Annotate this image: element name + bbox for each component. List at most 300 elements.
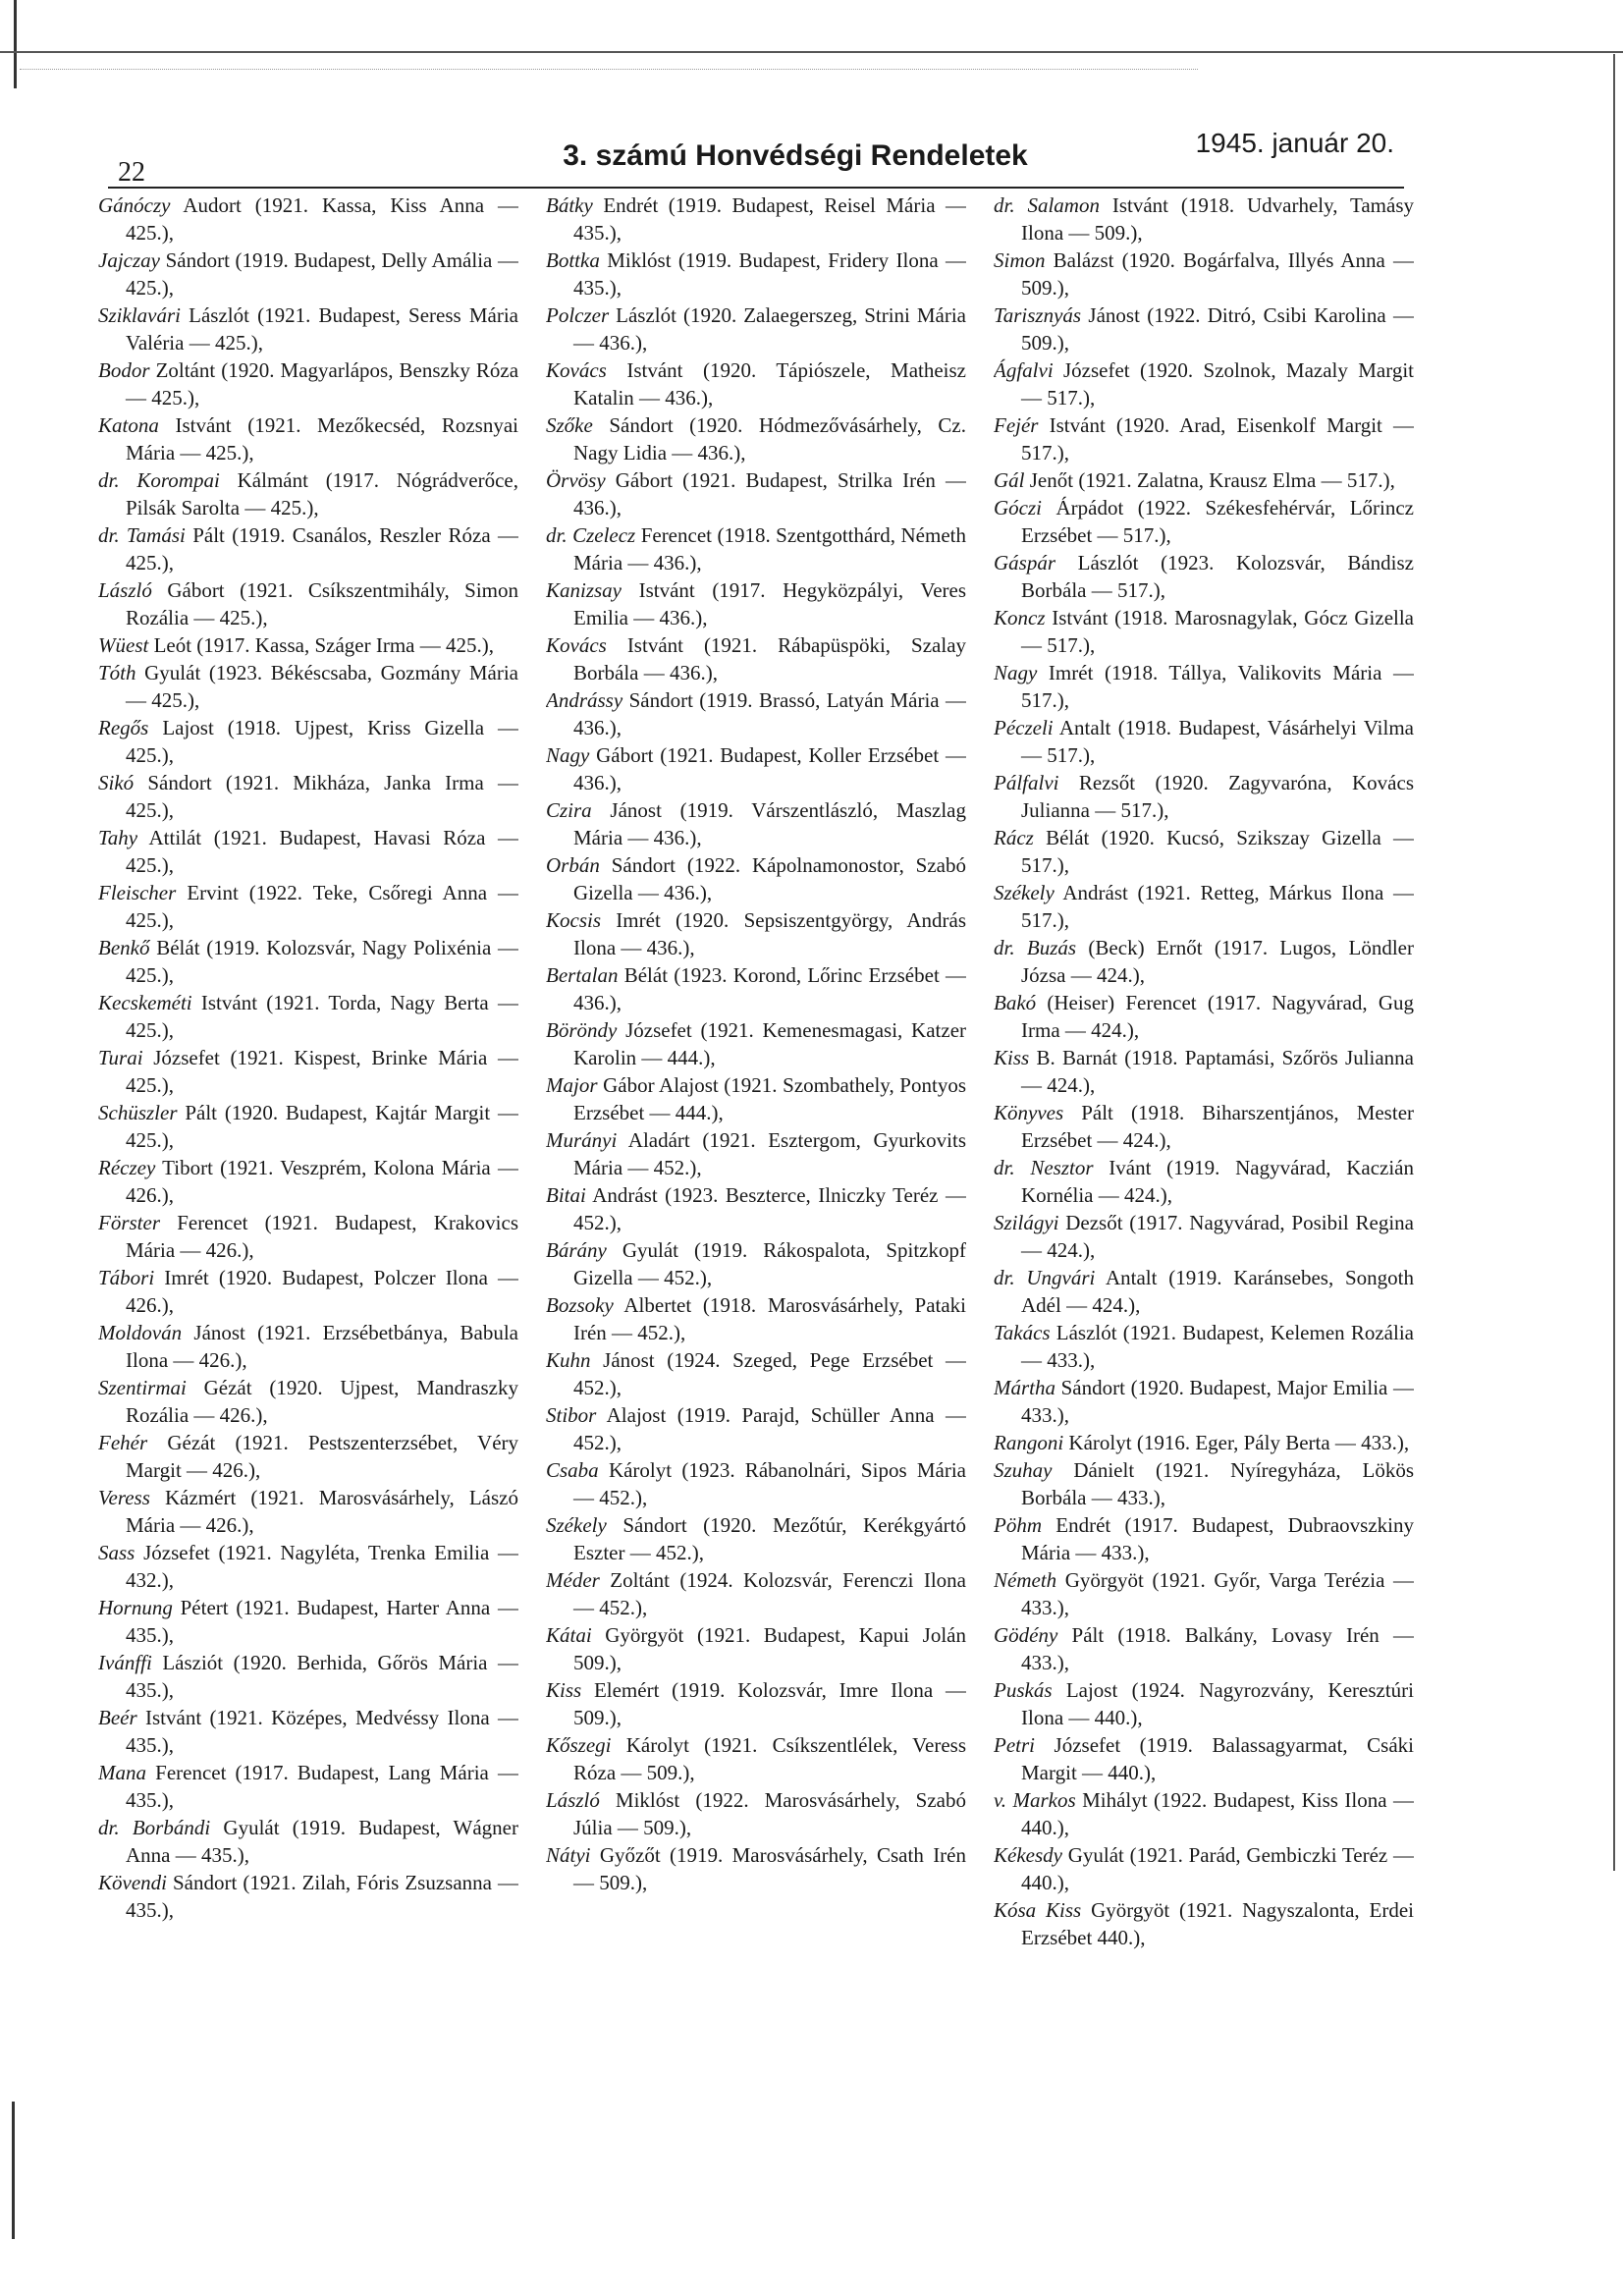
list-entry [546,301,966,356]
list-entry [994,1896,1414,1951]
entry-details: Pált (1918. Balkány, Lovasy Irén — 433.), [1021,1623,1414,1674]
entry-details: Sándort (1921. Zilah, Fóris Zsuzsanna — 435.), [126,1871,518,1922]
entry-details: Sándort (1920. Mezőtúr, Kerékgyártó Eszter — 452.), [573,1513,966,1564]
entry-details: Ivánt (1919. Nagyvárad, Kaczián Kornélia — 424.), [1021,1156,1414,1207]
entry-details: Istvánt (1920. Tápiószele, Matheisz Katalin — 436.), [573,358,966,410]
entry-details: Dánielt (1921. Nyíregyháza, Lökös Borbála — 433.), [1021,1458,1414,1509]
entry-details: Sándort (1922. Kápolnamonostor, Szabó Gizella — 436.), [573,853,966,904]
list-entry [546,191,966,246]
entry-details: Jánost (1922. Ditró, Csibi Karolina — 509.), [1021,303,1414,355]
entry-details: Lászlót (1921. Budapest, Kelemen Rozália — 433.), [1021,1321,1414,1372]
list-entry [994,1319,1414,1374]
entry-details: Károlyt (1916. Eger, Pály Berta — 433.), [1068,1431,1410,1454]
entry-details: Gábort (1921. Budapest, Strilka Irén — 436.), [573,468,966,519]
entry-surname: Kocsis [546,908,602,932]
entry-details: Istvánt (1918. Marosnagylak, Gócz Gizella — 517.), [1021,606,1414,657]
list-entry [994,1731,1414,1786]
entry-surname: dr. Ungvári [994,1266,1096,1289]
entry-details: Audort (1921. Kassa, Kiss Anna — 425.), [126,193,518,245]
issue-date: 1945. január 20. [1195,128,1394,158]
entry-details: Antalt (1919. Karánsebes, Songoth Adél — 424.), [1021,1266,1414,1317]
text-columns [98,191,1414,2018]
entry-details: Alajost (1919. Parajd, Schüller Anna — 452.), [573,1403,966,1454]
entry-surname: Böröndy [546,1018,618,1042]
entry-surname: Hornung [98,1596,173,1619]
list-entry [994,1786,1414,1841]
list-entry [98,246,518,301]
entry-surname: Fejér [994,413,1039,437]
entry-surname: Kanizsay [546,578,622,602]
entry-details: Andrást (1921. Retteg, Márkus Ilona — 517.), [1021,881,1414,932]
entry-details: Györgyöt (1921. Győr, Varga Terézia — 433.), [1021,1568,1414,1619]
entry-details: Sándort (1919. Brassó, Latyán Mária — 436.), [573,688,966,739]
entry-surname: Kövendi [98,1871,167,1894]
entry-details: Gyulát (1919. Budapest, Wágner Anna — 435.), [126,1816,518,1867]
list-entry [546,1676,966,1731]
entry-details: Ferencet (1918. Szentgotthárd, Németh Mária — 436.), [573,523,966,574]
list-entry [994,604,1414,659]
entry-surname: dr. Tamási [98,523,186,547]
list-entry [546,961,966,1016]
list-entry [98,879,518,934]
list-entry [994,1511,1414,1566]
list-entry [546,1456,966,1511]
list-entry [994,549,1414,604]
column-1 [98,191,518,2018]
entry-surname: Kósa Kiss [994,1898,1082,1922]
list-entry [546,1511,966,1566]
list-entry [994,1621,1414,1676]
list-entry [546,1016,966,1071]
entry-details: Istvánt (1921. Mezőkecséd, Rozsnyai Mária — 425.), [126,413,518,465]
list-entry [994,1456,1414,1511]
entry-details: Jánost (1919. Várszentlászló, Maszlag Mária — 436.), [573,798,966,849]
entry-details: Tibort (1921. Veszprém, Kolona Mária — 426.), [126,1156,518,1207]
list-entry [98,411,518,466]
list-entry [994,1429,1414,1456]
entry-details: (Heiser) Ferencet (1917. Nagyvárad, Gug Irma — 424.), [1021,991,1414,1042]
list-entry [546,521,966,576]
entry-surname: Székely [994,881,1055,904]
entry-surname: Kuhn [546,1348,591,1372]
entry-surname: Kovács [546,358,607,382]
list-entry [98,1374,518,1429]
entry-surname: Fleischer [98,881,177,904]
list-entry [98,1704,518,1759]
entry-details: Albertet (1918. Marosvásárhely, Pataki Irén — 452.), [573,1293,966,1344]
list-entry [98,1319,518,1374]
entry-surname: Bodor [98,358,150,382]
entry-details: Istvánt (1917. Hegyközpályi, Veres Emilia — 436.), [573,578,966,629]
list-entry [994,1841,1414,1896]
entry-details: Györgyöt (1921. Nagyszalonta, Erdei Erzsébet 440.), [1021,1898,1414,1949]
entry-details: Aladárt (1921. Esztergom, Gyurkovits Mária — 452.), [573,1128,966,1179]
entry-surname: Kecskeméti [98,991,192,1014]
list-entry [546,796,966,851]
entry-details: Balázst (1920. Bogárfalva, Illyés Anna — 509.), [1021,248,1414,300]
scan-right-edge [1613,54,1623,1871]
entry-surname: Réczey [98,1156,156,1179]
page-number: 22 [118,157,145,188]
entry-surname: Förster [98,1211,160,1234]
list-entry [98,1484,518,1539]
entry-surname: Tábori [98,1266,155,1289]
entry-surname: Bitai [546,1183,586,1207]
entry-details: Jánost (1921. Erzsébetbánya, Babula Ilona — 426.), [126,1321,518,1372]
entry-surname: Turai [98,1046,143,1069]
entry-surname: Koncz [994,606,1046,629]
list-entry [546,1126,966,1181]
entry-surname: Németh [994,1568,1057,1592]
list-entry [994,1209,1414,1264]
entry-surname: Kovács [546,633,607,657]
list-entry [98,1649,518,1704]
scan-top-rule [0,51,1623,53]
entry-details: Ervint (1922. Teke, Csőregi Anna — 425.), [126,881,518,932]
list-entry [98,1539,518,1594]
entry-details: Sándort (1921. Mikháza, Janka Irma — 425.), [126,771,518,822]
entry-surname: Tóth [98,661,136,684]
entry-details: Jenőt (1921. Zalatna, Krausz Elma — 517.), [1029,468,1395,492]
entry-details: Jánost (1924. Szeged, Pege Erzsébet — 452.), [573,1348,966,1399]
list-entry [98,769,518,824]
entry-surname: Bárány [546,1238,607,1262]
entry-details: Rezsőt (1920. Zagyvaróna, Kovács Julianna — 517.), [1021,771,1414,822]
entry-surname: Petri [994,1733,1035,1757]
list-entry [98,1099,518,1154]
list-entry [994,191,1414,246]
entry-surname: Szőke [546,413,593,437]
list-entry [98,1154,518,1209]
entry-surname: dr. Salamon [994,193,1100,217]
list-entry [98,1429,518,1484]
entry-details: Gyulát (1919. Rákospalota, Spitzkopf Gizella — 452.), [573,1238,966,1289]
list-entry [994,824,1414,879]
list-entry [98,1759,518,1814]
entry-details: Antalt (1918. Budapest, Vásárhelyi Vilma — 517.), [1021,716,1414,767]
entry-details: Miklóst (1919. Budapest, Fridery Ilona — 435.), [573,248,966,300]
list-entry [98,576,518,631]
entry-surname: Pálfalvi [994,771,1059,794]
entry-details: Lajost (1918. Ujpest, Kriss Gizella — 425.), [126,716,518,767]
entry-surname: Fehér [98,1431,148,1454]
entry-details: Györgyöt (1921. Budapest, Kapui Jolán 509.), [573,1623,966,1674]
entry-details: Sándort (1919. Budapest, Delly Amália — 425.), [126,248,518,300]
entry-details: Józsefet (1921. Kispest, Brinke Mária — 425.), [126,1046,518,1097]
list-entry [98,521,518,576]
entry-surname: Örvösy [546,468,606,492]
entry-surname: Jajczay [98,248,160,272]
entry-surname: Péczeli [994,716,1054,739]
entry-details: Endrét (1919. Budapest, Reisel Mária — 435.), [573,193,966,245]
list-entry [98,934,518,989]
entry-details: Istvánt (1921. Rábapüspöki, Szalay Borbála — 436.), [573,633,966,684]
column-3 [994,191,1414,2018]
entry-details: Endrét (1917. Budapest, Dubraovszkiny Mária — 433.), [1021,1513,1414,1564]
entry-surname: Schüszler [98,1101,178,1124]
list-entry [546,246,966,301]
list-entry [994,246,1414,301]
list-entry [98,1869,518,1924]
entry-surname: Gödény [994,1623,1058,1647]
list-entry [546,1071,966,1126]
list-entry [994,1044,1414,1099]
entry-details: Elemért (1919. Kolozsvár, Imre Ilona — 509.), [573,1678,966,1729]
entry-details: Zoltánt (1924. Kolozsvár, Ferenczi Ilona — 452.), [573,1568,966,1619]
list-entry [994,659,1414,714]
list-entry [546,906,966,961]
entry-surname: Rácz [994,826,1034,849]
entry-details: Gyulát (1923. Békéscsaba, Gozmány Mária — 425.), [126,661,518,712]
list-entry [994,1099,1414,1154]
entry-details: Attilát (1921. Budapest, Havasi Róza — 425.), [126,826,518,877]
entry-details: Pétert (1921. Budapest, Harter Anna — 435.), [126,1596,518,1647]
entry-surname: Nagy [546,743,590,767]
list-entry [994,494,1414,549]
list-entry [98,714,518,769]
entry-surname: Bottka [546,248,600,272]
entry-details: Gábort (1921. Budapest, Koller Erzsébet — 436.), [573,743,966,794]
entry-details: Mihályt (1922. Budapest, Kiss Ilona — 440.), [1021,1788,1414,1839]
entry-surname: Székely [546,1513,607,1537]
entry-surname: Bátky [546,193,593,217]
list-entry [994,301,1414,356]
entry-details: Bélát (1919. Kolozsvár, Nagy Polixénia — 425.), [126,936,518,987]
journal-title: 3. számú Honvédségi Rendeletek [563,139,1028,172]
list-entry [98,1814,518,1869]
list-entry [994,1676,1414,1731]
entry-details: Bélát (1920. Kucsó, Szikszay Gizella — 517.), [1021,826,1414,877]
entry-details: Károlyt (1921. Csíkszentlélek, Veress Róza — 509.), [573,1733,966,1784]
list-entry [546,466,966,521]
entry-surname: Kátai [546,1623,592,1647]
entry-surname: Könyves [994,1101,1064,1124]
entry-surname: Bakó [994,991,1037,1014]
entry-surname: Simon [994,248,1046,272]
entry-details: Lászlót (1923. Kolozsvár, Bándisz Borbála — 517.), [1021,551,1414,602]
list-entry [98,1594,518,1649]
entry-details: Istvánt (1921. Torda, Nagy Berta — 425.), [126,991,518,1042]
entry-details: Gábor Alajost (1921. Szombathely, Pontyos Erzsébet — 444.), [573,1073,966,1124]
entry-surname: Sass [98,1541,135,1564]
list-entry [994,1374,1414,1429]
entry-details: Gyulát (1921. Parád, Gembiczki Teréz — 440.), [1021,1843,1414,1894]
list-entry [98,191,518,246]
list-entry [994,1566,1414,1621]
list-entry [546,1566,966,1621]
entry-surname: Puskás [994,1678,1053,1702]
entry-details: Istvánt (1921. Középes, Medvéssy Ilona — 435.), [126,1706,518,1757]
list-entry [994,1154,1414,1209]
entry-details: Lajost (1924. Nagyrozvány, Keresztúri Ilona — 440.), [1021,1678,1414,1729]
entry-surname: Sikó [98,771,135,794]
list-entry [546,576,966,631]
list-entry [546,1731,966,1786]
list-entry [98,301,518,356]
entry-details: (Beck) Ernőt (1917. Lugos, Löndler Józsa — 424.), [1021,936,1414,987]
entry-surname: Rangoni [994,1431,1064,1454]
entry-surname: dr. Buzás [994,936,1077,959]
entry-surname: Ágfalvi [994,358,1054,382]
entry-details: Árpádot (1922. Székesfehérvár, Lőrincz Erzsébet — 517.), [1021,496,1414,547]
list-entry [546,411,966,466]
entry-surname: Méder [546,1568,600,1592]
entry-details: Imrét (1920. Sepsiszentgyörgy, András Ilona — 436.), [573,908,966,959]
entry-surname: Benkő [98,936,150,959]
entry-details: Ferencet (1917. Budapest, Lang Mária — 435.), [126,1761,518,1812]
entry-details: Istvánt (1920. Arad, Eisenkolf Margit — 517.), [1021,413,1414,465]
scan-bleed-line [20,69,1198,70]
list-entry [98,824,518,879]
entry-surname: Szentirmai [98,1376,187,1399]
entry-details: Józsefet (1919. Balassagyarmat, Csáki Margit — 440.), [1021,1733,1414,1784]
entry-surname: Orbán [546,853,600,877]
list-entry [98,989,518,1044]
entry-details: Józsefet (1921. Kemenesmagasi, Katzer Karolin — 444.), [573,1018,966,1069]
entry-details: Lásziót (1920. Berhida, Gőrös Mária — 435.), [126,1651,518,1702]
entry-details: Istvánt (1918. Udvarhely, Tamásy Ilona — 509.), [1021,193,1414,245]
list-entry [98,466,518,521]
entry-details: Imrét (1920. Budapest, Polczer Ilona — 426.), [126,1266,518,1317]
entry-details: Miklóst (1922. Marosvásárhely, Szabó Júlia — 509.), [573,1788,966,1839]
entry-details: Pált (1918. Biharszentjános, Mester Erzsébet — 424.), [1021,1101,1414,1152]
list-entry [98,659,518,714]
list-entry [994,466,1414,494]
entry-details: Sándort (1920. Hódmezővásárhely, Cz. Nagy Lidia — 436.), [573,413,966,465]
entry-details: Lászlót (1920. Zalaegerszeg, Strini Mária — 436.), [573,303,966,355]
entry-surname: Moldován [98,1321,183,1344]
entry-surname: dr. Korompai [98,468,220,492]
entry-surname: Murányi [546,1128,618,1152]
entry-surname: v. Markos [994,1788,1076,1812]
list-entry [98,1264,518,1319]
entry-surname: Tarisznyás [994,303,1082,327]
entry-details: Kázmért (1921. Marosvásárhely, Lászó Mária — 426.), [126,1486,518,1537]
entry-surname: Czira [546,798,592,822]
list-entry [994,769,1414,824]
entry-surname: Major [546,1073,598,1097]
page-header [108,128,1404,189]
entry-surname: Csaba [546,1458,599,1482]
entry-surname: dr. Nesztor [994,1156,1094,1179]
entry-surname: Gáspár [994,551,1056,574]
list-entry [994,356,1414,411]
list-entry [994,714,1414,769]
list-entry [546,851,966,906]
entry-surname: Szuhay [994,1458,1053,1482]
entry-details: Andrást (1923. Beszterce, Ilniczky Teréz — 452.), [573,1183,966,1234]
list-entry [546,356,966,411]
entry-surname: Pöhm [994,1513,1042,1537]
entry-details: Pált (1920. Budapest, Kajtár Margit — 425.), [126,1101,518,1152]
entry-surname: Góczi [994,496,1042,519]
entry-surname: Kiss [994,1046,1030,1069]
list-entry [546,1786,966,1841]
list-entry [546,1621,966,1676]
entry-surname: Stibor [546,1403,597,1427]
scan-bottom-mark [0,2102,15,2239]
entry-details: Dezsőt (1917. Nagyvárad, Posibil Regina — 424.), [1021,1211,1414,1262]
entry-surname: Bozsoky [546,1293,614,1317]
entry-surname: Szilágyi [994,1211,1059,1234]
entry-surname: dr. Borbándi [98,1816,211,1839]
list-entry [546,1181,966,1236]
entry-surname: Katona [98,413,159,437]
entry-details: Gézát (1921. Pestszenterzsébet, Véry Margit — 426.), [126,1431,518,1482]
entry-details: Leót (1917. Kassa, Száger Irma — 425.), [153,633,494,657]
entry-surname: Mártha [994,1376,1055,1399]
list-entry [98,356,518,411]
list-entry [546,1346,966,1401]
scan-edge-mark [0,0,17,88]
entry-surname: Gál [994,468,1025,492]
list-entry [98,1044,518,1099]
list-entry [994,411,1414,466]
entry-details: Bélát (1923. Korond, Lőrinc Erzsébet — 436.), [573,963,966,1014]
list-entry [98,1209,518,1264]
column-2 [546,191,966,2018]
list-entry [994,879,1414,934]
entry-details: Lászlót (1921. Budapest, Seress Mária Valéria — 425.), [126,303,518,355]
entry-surname: Regős [98,716,149,739]
entry-surname: Kőszegi [546,1733,612,1757]
entry-surname: László [98,578,152,602]
entry-surname: Ivánffi [98,1651,152,1674]
list-entry [994,934,1414,989]
entry-details: Józsefet (1920. Szolnok, Mazaly Margit — 517.), [1021,358,1414,410]
list-entry [546,1401,966,1456]
entry-surname: Kékesdy [994,1843,1062,1867]
entry-surname: Andrássy [546,688,623,712]
list-entry [994,1264,1414,1319]
entry-surname: Gánóczy [98,193,171,217]
list-entry [98,631,518,659]
entry-details: Imrét (1918. Tállya, Valikovits Mária — 517.), [1021,661,1414,712]
list-entry [994,989,1414,1044]
entry-surname: Veress [98,1486,150,1509]
entry-details: Zoltánt (1920. Magyarlápos, Benszky Róza — 425.), [126,358,518,410]
entry-details: Ferencet (1921. Budapest, Krakovics Mária — 426.), [126,1211,518,1262]
list-entry [546,741,966,796]
entry-surname: Nagy [994,661,1038,684]
entry-details: B. Barnát (1918. Paptamási, Szőrös Julianna — 424.), [1021,1046,1414,1097]
entry-details: Kálmánt (1917. Nógrádverőce, Pilsák Sarolta — 425.), [126,468,518,519]
entry-details: Gézát (1920. Ujpest, Mandraszky Rozália — 426.), [126,1376,518,1427]
list-entry [546,1841,966,1896]
entry-surname: Bertalan [546,963,619,987]
entry-surname: Nátyi [546,1843,591,1867]
entry-details: Sándort (1920. Budapest, Major Emilia — 433.), [1021,1376,1414,1427]
entry-surname: Polczer [546,303,610,327]
entry-details: Józsefet (1921. Nagyléta, Trenka Emilia — 432.), [126,1541,518,1592]
list-entry [546,1236,966,1291]
list-entry [546,686,966,741]
entry-surname: Tahy [98,826,138,849]
list-entry [546,631,966,686]
entry-surname: dr. Czelecz [546,523,636,547]
entry-surname: Takács [994,1321,1051,1344]
entry-details: Gábort (1921. Csíkszentmihály, Simon Rozália — 425.), [126,578,518,629]
entry-surname: Sziklavári [98,303,181,327]
entry-surname: Beér [98,1706,137,1729]
entry-details: Károlyt (1923. Rábanolnári, Sipos Mária — 452.), [573,1458,966,1509]
entry-surname: Kiss [546,1678,582,1702]
entry-details: Pált (1919. Csanálos, Reszler Róza — 425.), [126,523,518,574]
entry-details: Győzőt (1919. Marosvásárhely, Csath Irén — 509.), [573,1843,966,1894]
entry-surname: Mana [98,1761,146,1784]
list-entry [546,1291,966,1346]
entry-surname: Wüest [98,633,149,657]
